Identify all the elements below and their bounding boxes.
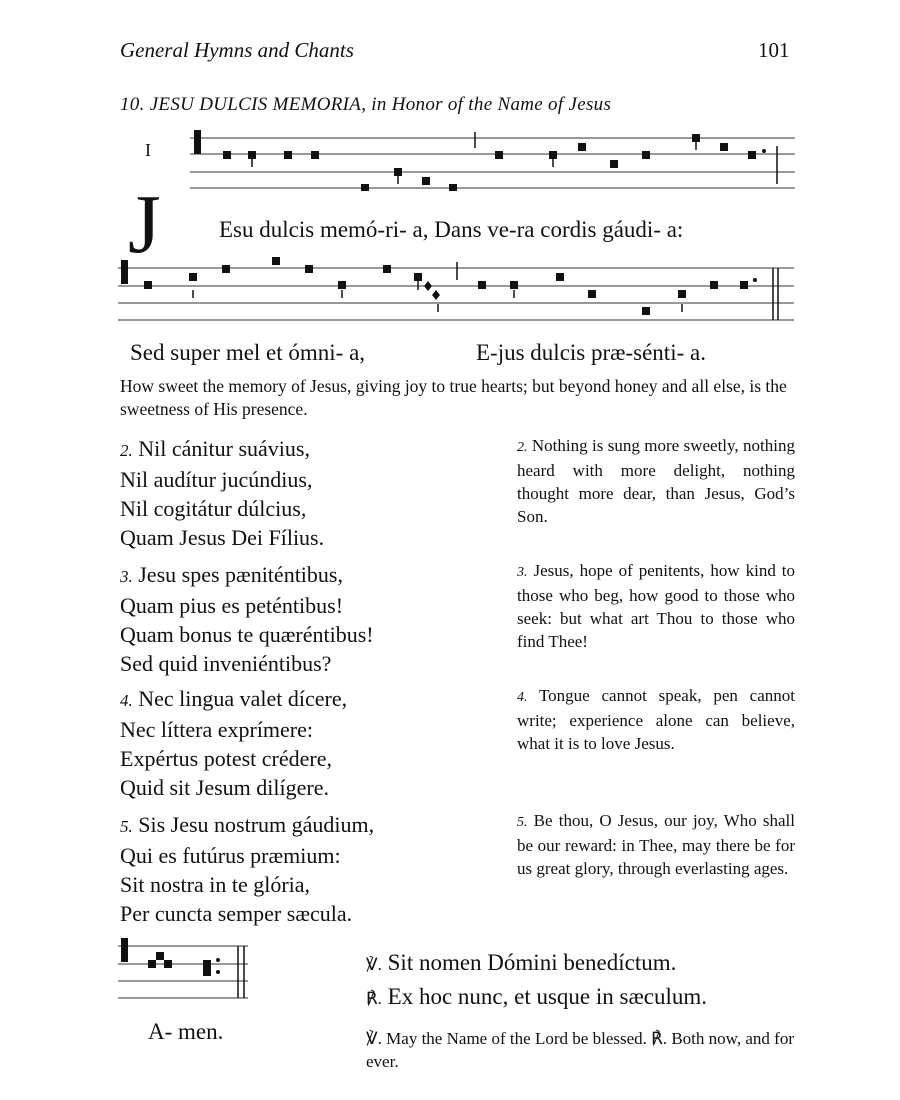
chant-staff-2 (118, 254, 798, 326)
stanza-english-text: Tongue cannot speak, pen cannot write; experience alone can believe, what it is to love Jesus. (517, 686, 795, 753)
stanza-line: Nil audítur jucúndius, (120, 467, 313, 492)
hymn-translation: How sweet the memory of Jesus, giving joy to true hearts; but beyond honey and all else, is the sweetness of His presence. (120, 376, 787, 419)
versicle-symbol: ℣. (366, 955, 382, 974)
stanza-line: Quid sit Jesum dilígere. (120, 775, 329, 800)
stanza-latin-3 (120, 560, 374, 678)
chant-lyric-line-2a: Sed super mel et ómni- a, (130, 340, 366, 365)
stanza-number: 5. (517, 815, 528, 830)
mode-indicator: I (145, 140, 151, 160)
stanza-number: 3. (517, 565, 528, 580)
stanza-number: 5. (120, 817, 133, 836)
stanza-line: Nil cogitátur dúlcius, (120, 496, 307, 521)
stanza-english-5 (517, 809, 795, 880)
drop-cap: J (128, 178, 161, 271)
response-text: Ex hoc nunc, et usque in sæculum. (387, 984, 708, 1009)
stanza-latin-5 (120, 810, 374, 928)
stanza-line: Nil cánitur suávius, (138, 436, 310, 461)
chant-lyric-line-1: Esu dulcis memó-ri- a, Dans ve-ra cordis gáudi- a: (219, 217, 684, 242)
stanza-line: Sis Jesu nostrum gáudium, (138, 812, 375, 837)
hymn-title: 10. JESU DULCIS MEMORIA, in Honor of the Name of Jesus (120, 94, 612, 115)
versicle-text: Sit nomen Dómini benedíctum. (387, 950, 677, 975)
stanza-line: Nec líttera exprímere: (120, 717, 314, 742)
c-clef-icon (194, 130, 201, 154)
chant-lyric-line-2b: E-jus dulcis præ-sénti- a. (476, 340, 706, 365)
versicle-translation: ℣. May the Name of the Lord be blessed. ℟. Both now, and for ever. (366, 1029, 794, 1071)
stanza-line: Per cuncta semper sæcula. (120, 901, 353, 926)
stanza-line: Nec lingua valet dícere, (138, 686, 348, 711)
stanza-number: 2. (517, 440, 528, 455)
stanza-english-2 (517, 434, 795, 528)
stanza-number: 4. (517, 690, 528, 705)
stanza-latin-2 (120, 434, 324, 552)
stanza-line: Qui es futúrus præmium: (120, 843, 341, 868)
stanza-english-text: Jesus, hope of penitents, how kind to those who beg, how good to those who seek: but what art Thou to those who find Thee! (517, 561, 796, 651)
response-symbol: ℟. (366, 989, 382, 1008)
stanza-latin-4 (120, 684, 347, 802)
stanza-line: Quam Jesus Dei Fílius. (120, 525, 325, 550)
c-clef-icon (121, 938, 128, 962)
stanza-number: 3. (120, 567, 133, 586)
chant-staff-1 (190, 124, 800, 194)
stanza-line: Sit nostra in te glória, (120, 872, 311, 897)
stanza-line: Sed quid inveniéntibus? (120, 651, 332, 676)
stanza-english-4 (517, 684, 795, 755)
stanza-line: Jesu spes pæniténtibus, (138, 562, 343, 587)
stanza-number: 4. (120, 691, 133, 710)
page-number: 101 (758, 38, 790, 62)
stanza-english-text: Be thou, O Jesus, our joy, Who shall be our reward: in Thee, may there be for us great glory, through everlasting ages. (517, 811, 796, 878)
stanza-english-text: Nothing is sung more sweetly, nothing heard with more delight, nothing thought more dear, than Jesus, God’s Son. (517, 436, 796, 526)
running-title: General Hymns and Chants (120, 38, 354, 62)
amen-staff (118, 932, 253, 1002)
stanza-line: Quam bonus te quæréntibus! (120, 622, 374, 647)
versicle-line (366, 950, 676, 976)
response-line (366, 984, 707, 1010)
stanza-line: Quam pius es peténtibus! (120, 593, 344, 618)
c-clef-icon (121, 260, 128, 284)
stanza-english-3 (517, 559, 795, 653)
stanza-line: Expértus potest crédere, (120, 746, 332, 771)
amen-text: A- men. (148, 1019, 224, 1044)
stanza-number: 2. (120, 441, 133, 460)
